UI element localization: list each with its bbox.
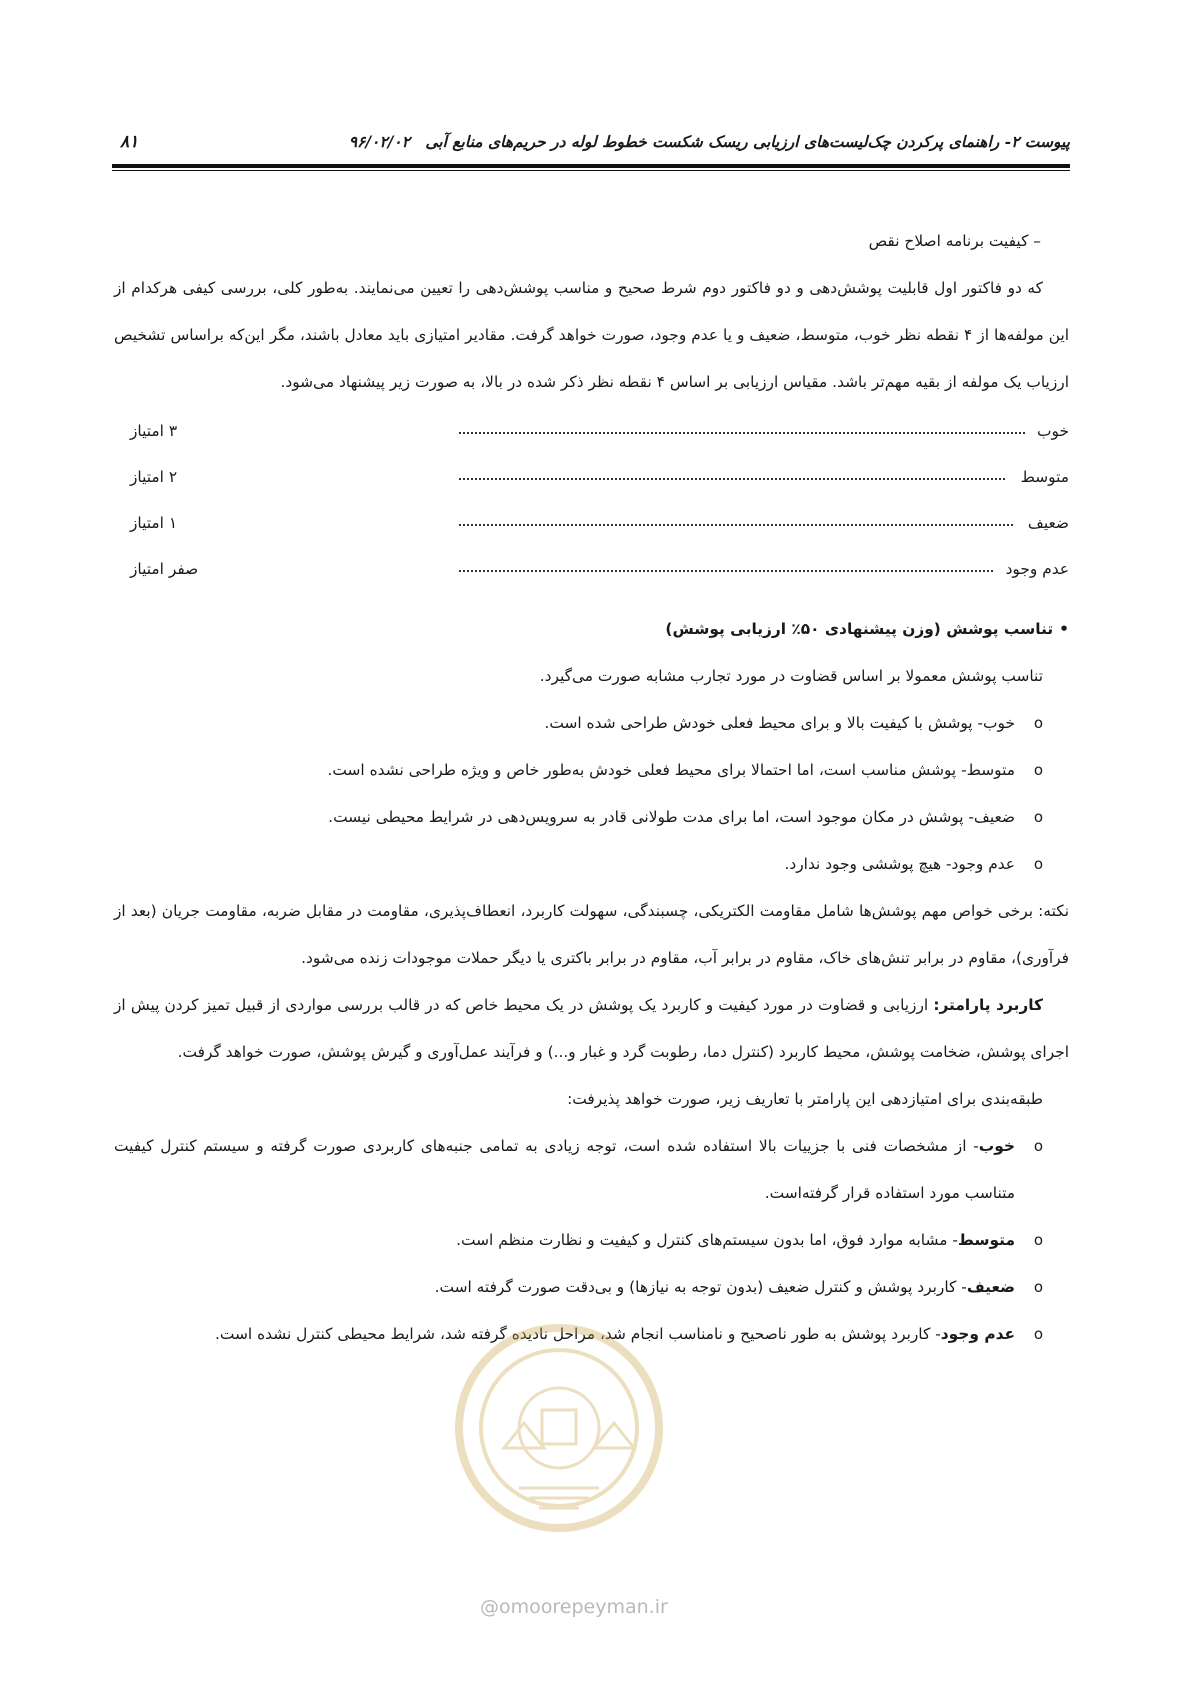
score-row — [114, 454, 1069, 500]
list-item-text: متوسط- پوشش مناسب است، اما احتمالا برای محیط فعلی خودش به‌طور خاص و ویژه طراحی نشده است. — [327, 761, 1015, 779]
list-item-text: خوب- پوشش با کیفیت بالا و برای محیط فعلی خودش طراحی شده است. — [544, 714, 1015, 732]
list-item — [114, 841, 1069, 888]
watermark-seal-icon — [444, 1318, 674, 1538]
list-item-term: عدم وجود — [940, 1325, 1015, 1343]
circle-bullet-icon: o — [1033, 761, 1043, 779]
section-heading-text: تناسب پوشش (وزن پیشنهادی ۵۰٪ ارزیابی پوشش) — [665, 620, 1054, 638]
circle-bullet-icon: o — [1033, 1231, 1043, 1249]
score-table — [114, 408, 1069, 592]
at-icon: @ — [480, 1596, 499, 1618]
header-title — [349, 132, 1070, 151]
score-row — [114, 408, 1069, 454]
page-body — [114, 218, 1069, 1358]
list-item — [114, 1123, 1069, 1217]
list-item — [114, 747, 1069, 794]
list-item-text: - مشابه موارد فوق، اما بدون سیستم‌های کنترل و کیفیت و نظارت منظم است. — [456, 1231, 958, 1249]
score-value: صفر امتیاز — [130, 560, 199, 578]
parameter-title: کاربرد پارامتر: — [933, 996, 1043, 1014]
list-item-term: خوب — [978, 1137, 1015, 1155]
leader-dots — [459, 560, 993, 572]
header-rule-thick — [112, 164, 1070, 168]
circle-bullet-icon: o — [1033, 1137, 1043, 1155]
circle-bullet-icon: o — [1033, 1325, 1043, 1343]
list-item-text: ضعیف- پوشش در مکان موجود است، اما برای مدت طولانی قادر به سرویس‌دهی در شرایط محیطی نیست. — [328, 808, 1015, 826]
website-text: omoorepeyman.ir — [499, 1596, 668, 1618]
list-item-text: - کاربرد پوشش به طور ناصحیح و نامناسب انجام شد، مراحل نادیده گرفته شد، شرایط محیطی کنترل نشده است. — [215, 1325, 941, 1343]
list-item-text: - از مشخصات فنی با جزییات بالا استفاده شده است، توجه زیادی به تمامی جنبه‌های کاربردی صورت گرفته و سیستم کنترل کیفیت متناسب مورد استفاده قرار گرفته‌است. — [114, 1137, 1015, 1202]
circle-bullet-icon: o — [1033, 1278, 1043, 1296]
section-heading — [114, 606, 1069, 653]
score-label: خوب — [1037, 422, 1069, 440]
list-item-text: عدم وجود- هیچ پوششی وجود ندارد. — [784, 855, 1015, 873]
page-header — [112, 128, 1070, 158]
score-value: ۳ امتیاز — [130, 422, 178, 440]
parameter-paragraph — [114, 982, 1069, 1076]
list-item — [114, 794, 1069, 841]
score-label: ضعیف — [1027, 514, 1069, 532]
score-label: متوسط — [1020, 468, 1069, 486]
parameter-text: ارزیابی و قضاوت در مورد کیفیت و کاربرد یک پوشش در یک محیط خاص که در قالب بررسی مواردی از قبیل تمیز کردن پیش از اجرای پوشش، ضخامت پوشش، محیط کاربرد (کنترل دما، رطوبت گرد و غبار و...) و فرآیند عمل‌آوری و گیرش پوشش، صورت خواهد گرفت. — [114, 996, 1069, 1061]
paragraph-scoring: که دو فاکتور اول قابلیت پوشش‌دهی و دو فاکتور دوم شرط صحیح و مناسب پوشش‌دهی را تعیین می‌نمایند. به‌طور کلی، بررسی کیفی هرکدام از این مولفه‌ها از ۴ نقطه نظر خوب، متوسط، ضعیف و یا عدم وجود، صورت خواهد گرفت. مقادیر امتیازی باید معادل باشند، مگر این‌که براساس تشخیص ارزیاب یک مولفه از بقیه مهم‌تر باشد. مقیاس ارزیابی بر اساس ۴ نقطه نظر ذکر شده در بالا، به صورت زیر پیشنهاد می‌شود. — [114, 279, 1069, 391]
list-item — [114, 700, 1069, 747]
circle-bullet-icon: o — [1033, 714, 1043, 732]
leader-dots — [459, 468, 1005, 480]
circle-bullet-icon: o — [1033, 808, 1043, 826]
score-label: عدم وجود — [1005, 560, 1069, 578]
list-item-term: متوسط — [957, 1231, 1015, 1249]
note-paragraph: نکته: برخی خواص مهم پوشش‌ها شامل مقاومت الکتریکی، چسبندگی، سهولت کاربرد، انعطاف‌پذیری، مقاومت در مقابل ضربه، مقاومت جریان (بعد از فرآوری)، مقاوم در برابر تنش‌های خاک، مقاوم در برابر آب، مقاوم در برابر باکتری یا دیگر حملات موجودات زنده می‌شود. — [114, 902, 1069, 967]
list-item — [114, 1264, 1069, 1311]
list-item-text: - کاربرد پوشش و کنترل ضعیف (بدون توجه به نیازها) و بی‌دقت صورت گرفته است. — [434, 1278, 967, 1296]
website-watermark — [480, 1596, 668, 1618]
leader-dots — [459, 422, 1025, 434]
header-date: ۹۶/۰۲/۰۲ — [348, 132, 410, 151]
score-row — [114, 500, 1069, 546]
dash-list-item: – کیفیت برنامه اصلاح نقص — [868, 232, 1041, 250]
list-item — [114, 1217, 1069, 1264]
score-value: ۲ امتیاز — [130, 468, 178, 486]
header-title-text: پیوست ۲- راهنمای پرکردن چک‌لیست‌های ارزیابی ریسک شکست خطوط لوله در حریم‌های منابع آبی — [425, 132, 1070, 151]
intro-paragraph: تناسب پوشش معمولا بر اساس قضاوت در مورد تجارب مشابه صورت می‌گیرد. — [539, 667, 1043, 685]
leader-dots — [459, 514, 1013, 526]
score-row — [114, 546, 1069, 592]
score-value: ۱ امتیاز — [130, 514, 178, 532]
header-rule-thin — [112, 170, 1070, 171]
list-item-term: ضعیف — [966, 1278, 1015, 1296]
circle-bullet-icon: o — [1033, 855, 1043, 873]
bullet-icon: • — [1059, 620, 1069, 638]
classification-intro: طبقه‌بندی برای امتیازدهی این پارامتر با تعاریف زیر، صورت خواهد پذیرفت: — [567, 1090, 1043, 1108]
page-number: ۸۱ — [120, 132, 139, 152]
